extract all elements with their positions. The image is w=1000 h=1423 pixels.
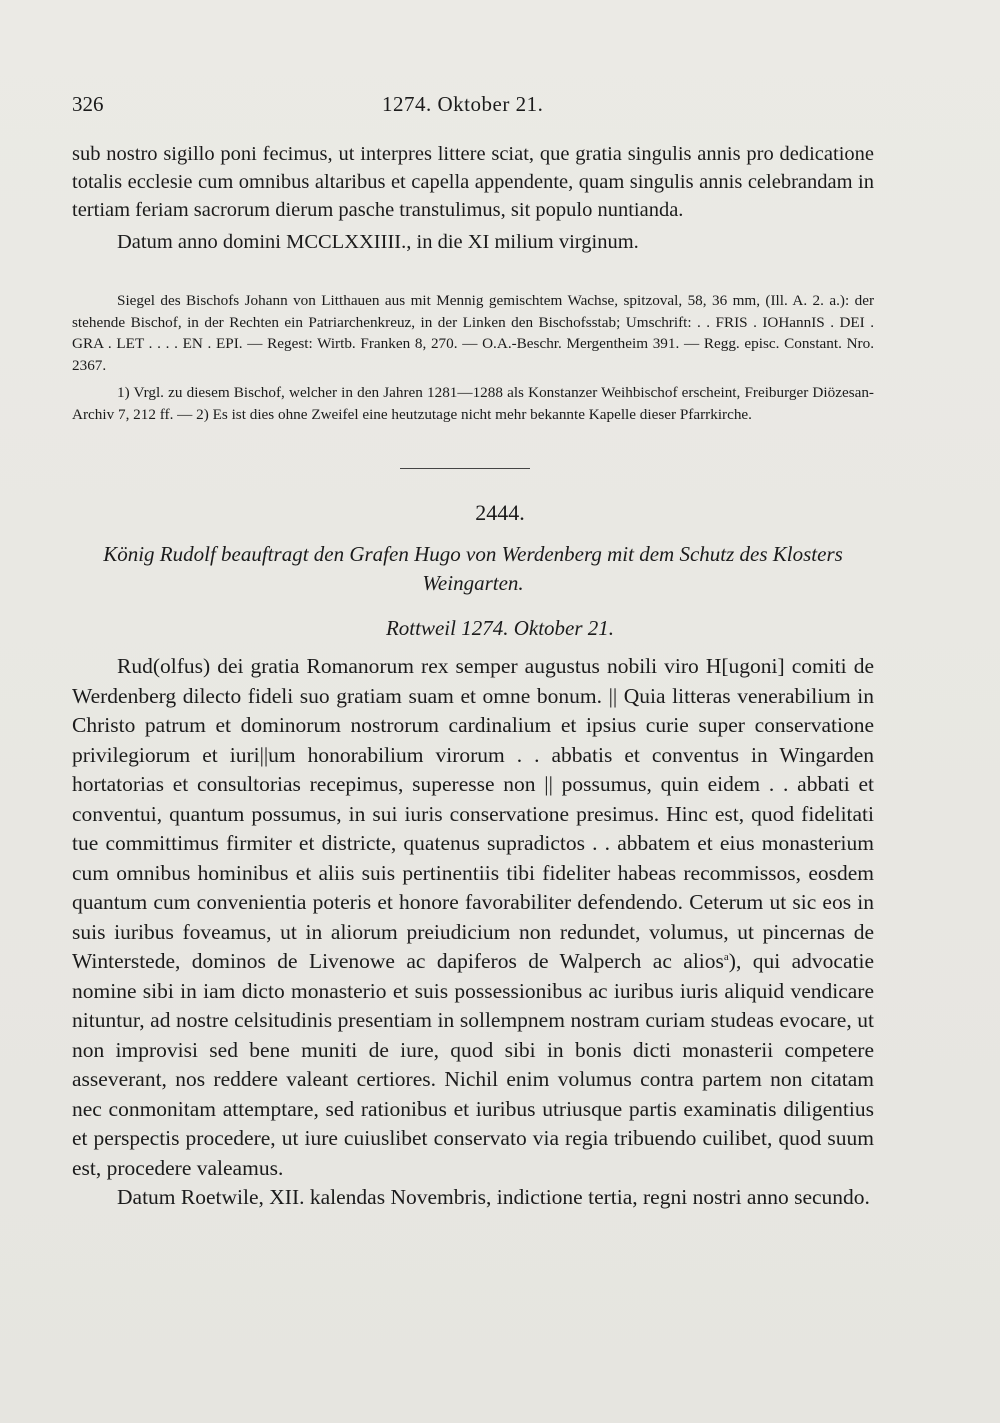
seal-description: Siegel des Bischofs Johann von Litthauen aus mit Mennig gemischtem Wachse, spitzoval, 58, 36 mm, (Ill. A. 2. a.): der stehende Bischof, in der Rechten ein Patriarchenkreuz, in der Linken den Bischofsstab; Umschrift: . . FRIS . IOHannIS . DEI . GRA . LET . . . . EN . EPI. — Regest: Wirtb. Franken 8, 270. — O.A.-Beschr. Mergentheim 391. — Regg. episc. Constant. Nro. 2367. [72,292,874,374]
charter-body [72,652,874,1183]
page-number: 326 [72,92,104,116]
preceding-datum: Datum anno domini MCCLXXIIII., in die XI milium virginum. [117,231,639,253]
page-header [72,92,872,122]
document-number: 2444. [475,500,525,525]
charter-datum: Datum Roetwile, XII. kalendas Novembris, indictione tertia, regni nostri anno secundo. [117,1185,870,1209]
preceding-text: sub nostro sigillo poni fecimus, ut interpres littere sciat, que gratia singulis annis pro dedicatione totalis ecclesie cum omnibus altaribus et capella appendente, quam singulis annis celebrandam in tertiam feriam sacrorum dierum pasche transtulimus, sit populo nuntianda. [72,143,874,221]
charter-text [72,652,874,1213]
running-head: 1274. Oktober 21. [382,92,544,116]
preceding-charter-end [72,140,874,256]
document-regest: König Rudolf beauftragt den Grafen Hugo von Werdenberg mit dem Schutz des Klosters Weingarten. [103,542,843,595]
charter-body-part-2: ), qui advocatie nomine sibi in iam dicto monasterio et suis possessionibus ac iuribus iuris aliquid vendicare nituntur, ad nostre celsitudinis presentiam in sollempnem nostram curiam studeas evocare, ut non improvisi sed bene muniti de iure, quod sibi in bonis dicti monasterii competere asseverant, nos reddere valeant certiores. Nichil enim volumus contra partem non citatam nec conmonitam attemptare, sed rationibus et iuribus utriusque partis examinatis diligentius et perspectis procedere, ut iure cuiuslibet conservato via regia tribuendo cuilibet, quod suum est, procedere valeamus. [72,949,874,1180]
footnotes: 1) Vrgl. zu diesem Bischof, welcher in den Jahren 1281—1288 als Konstanzer Weihbischof erscheint, Freiburger Diözesan-Archiv 7, 212 ff. — 2) Es ist dies ohne Zweifel eine heutzutage nicht mehr bekannte Kapelle dieser Pfarrkirche. [72,384,874,423]
charter-body-part-1: Rud(olfus) dei gratia Romanorum rex semper augustus nobili viro H[ugoni] comiti de Werdenberg dilecto fideli suo gratiam suam et omne bonum. || Quia litteras venerabilium in Christo patrum et dominorum nostrorum cardinalium et ipsius curie super conservatione privilegiorum et iuri||um honorabilium virorum . . abbatis et conventus in Wingarden hortatorias et consultorias recepimus, superesse non || possumus, quin eidem . . abbati et conventui, quantum possumus, in sui iuris conservatione presimus. Hinc est, quod fidelitati tue committimus firmiter et districte, quatenus supradictos . . abbatem et eius monasterium cum omnibus hominibus et aliis suis pertinentiis tibi fideliter habeas recommissos, eosdem quantum cum convenientia poteris et honore favorabiliter defendendo. Ceterum ut sic eos in suis iuribus foveamus, ut in aliorum preiudicium non redundet, volumus, ut pincernas de Winterstede, dominos de Livenowe ac dapiferos de Walperch ac alios [72,654,874,973]
footnote-marker: a [723,950,729,963]
section-divider [400,468,530,469]
document-place-date: Rottweil 1274. Oktober 21. [385,616,615,640]
editorial-notes [72,290,874,425]
